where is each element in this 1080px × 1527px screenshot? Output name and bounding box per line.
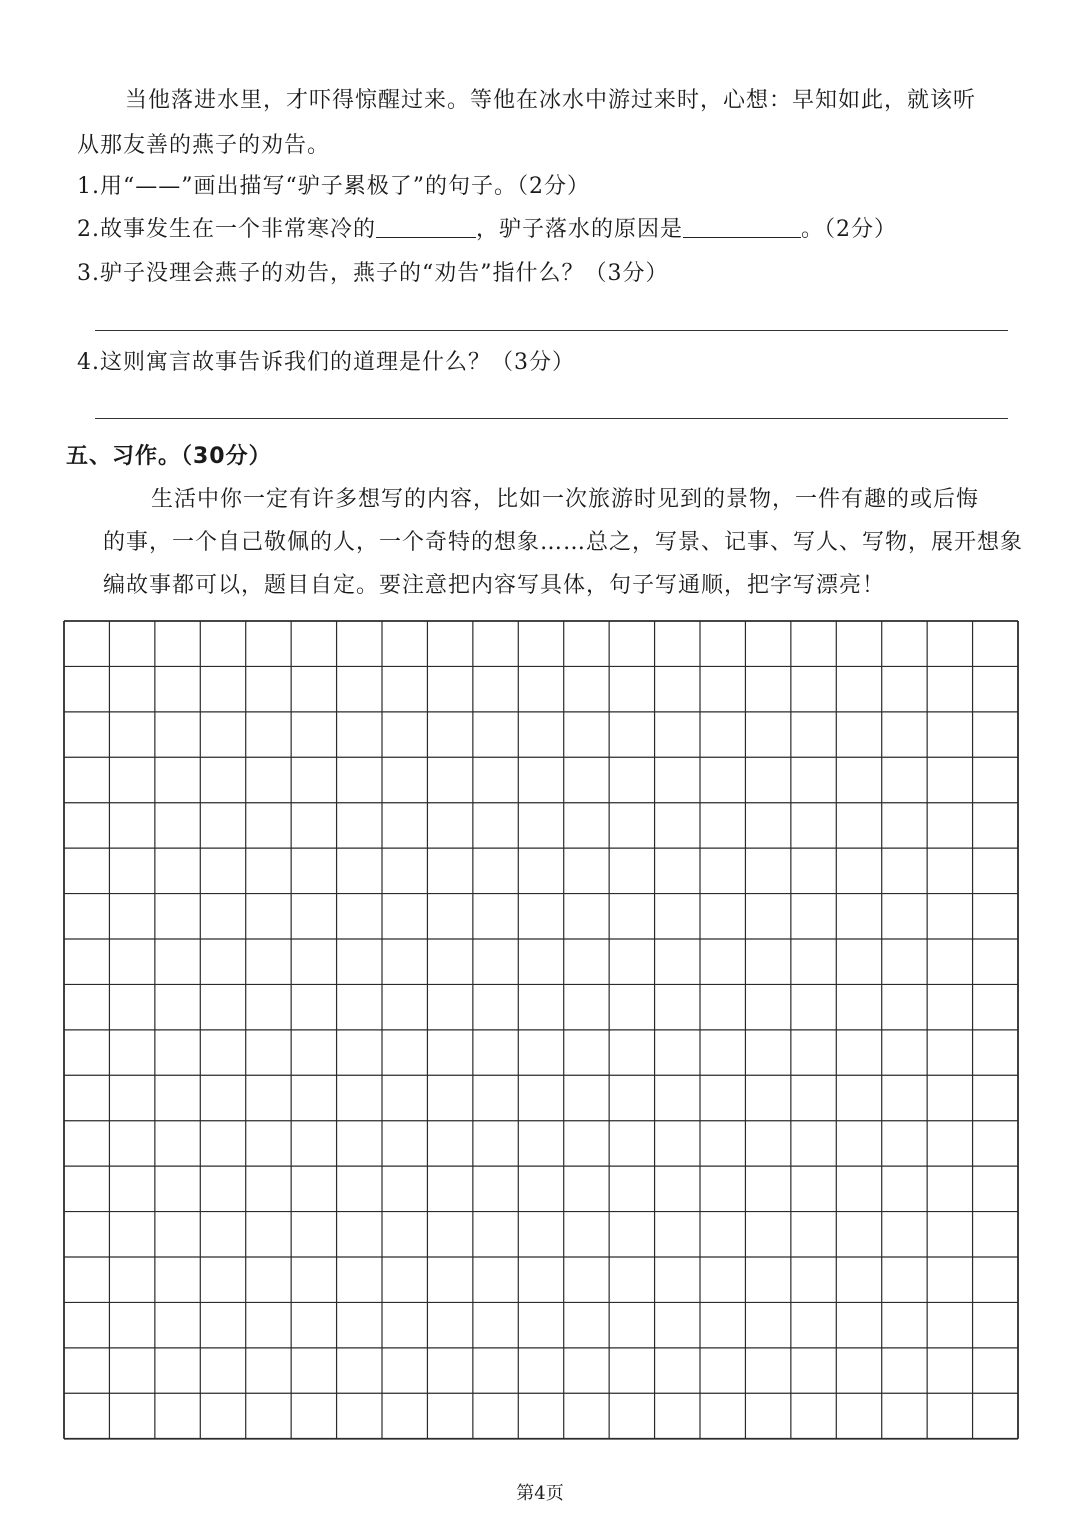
- essay-writing-grid[interactable]: [63, 620, 1019, 1455]
- prompt-line-1: 生活中你一定有许多想写的内容，比如一次旅游时见到的景物，一件有趣的或后悔: [151, 487, 980, 512]
- question-2-text-b: ，驴子落水的原因是: [476, 217, 684, 242]
- page-number: 第4页: [516, 1483, 564, 1504]
- fill-in-blank-2[interactable]: [683, 215, 801, 238]
- question-2-text-a: 2.故事发生在一个非常寒冷的: [77, 217, 376, 242]
- section-title: 五、习作。（30分）: [66, 444, 272, 469]
- answer-line-4[interactable]: [95, 418, 1008, 419]
- answer-line-3[interactable]: [95, 330, 1008, 331]
- passage-line-2: 从那友善的燕子的劝告。: [77, 133, 331, 158]
- question-1: 1.用“——”画出描写“驴子累极了”的句子。（2分）: [77, 174, 590, 199]
- question-2: [77, 215, 897, 245]
- question-4: 4.这则寓言故事告诉我们的道理是什么？（3分）: [77, 350, 575, 375]
- fill-in-blank-1[interactable]: [376, 215, 476, 238]
- passage-line-1: 当他落进水里，才吓得惊醒过来。等他在冰水中游过来时，心想：早知如此，就该听: [125, 88, 977, 113]
- question-2-text-c: 。（2分）: [801, 217, 898, 242]
- prompt-line-3: 编故事都可以，题目自定。要注意把内容写具体，句子写通顺，把字写漂亮！: [103, 573, 886, 598]
- prompt-line-2: 的事，一个自己敬佩的人，一个奇特的想象……总之，写景、记事、写人、写物，展开想象: [103, 530, 1024, 555]
- question-3: 3.驴子没理会燕子的劝告，燕子的“劝告”指什么？（3分）: [77, 261, 669, 286]
